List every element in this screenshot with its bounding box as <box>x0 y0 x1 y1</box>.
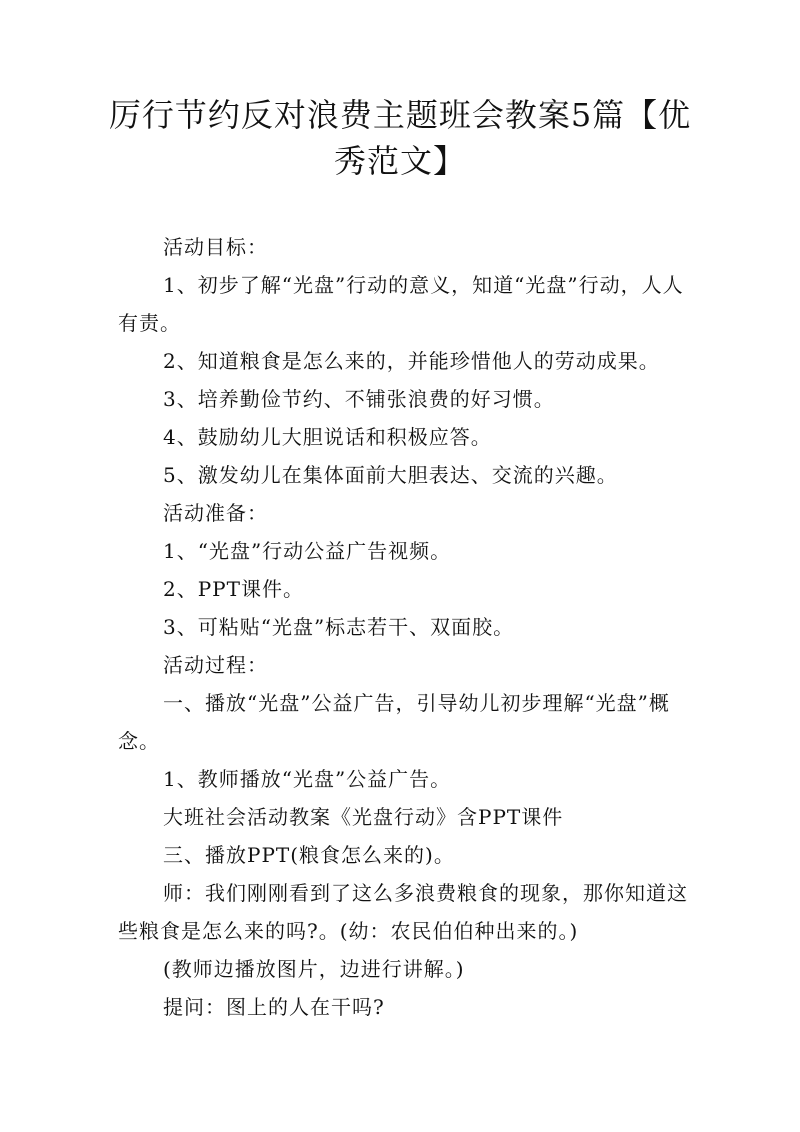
paragraph-preparation-2: 2、PPT课件。 <box>163 577 304 601</box>
paragraph-preparation-heading: 活动准备： <box>163 501 268 525</box>
paragraph-process-step-1: 一、播放“光盘”公益广告，引导幼儿初步理解“光盘”概念。 <box>118 691 670 753</box>
paragraph-question: 提问：图上的人在干吗? <box>163 995 385 1019</box>
paragraph-objective-5: 5、激发幼儿在集体面前大胆表达、交流的兴趣。 <box>163 463 618 487</box>
paragraph-objective-2: 2、知道粮食是怎么来的，并能珍惜他人的劳动成果。 <box>163 349 660 373</box>
paragraph-reference-note: 大班社会活动教案《光盘行动》含PPT课件 <box>163 805 564 829</box>
paragraph-preparation-1: 1、“光盘”行动公益广告视频。 <box>163 539 452 563</box>
paragraph-teacher-action: (教师边播放图片，边进行讲解。) <box>163 957 465 981</box>
paragraph-objectives-heading: 活动目标： <box>163 235 268 259</box>
paragraph-objective-1: 1、初步了解“光盘”行动的意义，知道“光盘”行动，人人有责。 <box>118 273 684 335</box>
document-body <box>118 228 690 1026</box>
paragraph-process-step-3: 三、播放PPT(粮食怎么来的)。 <box>163 843 455 867</box>
paragraph-objective-3: 3、培养勤俭节约、不铺张浪费的好习惯。 <box>163 387 555 411</box>
paragraph-preparation-3: 3、可粘贴“光盘”标志若干、双面胶。 <box>163 615 515 639</box>
paragraph-teacher-dialogue: 师：我们刚刚看到了这么多浪费粮食的现象，那你知道这些粮食是怎么来的吗?。(幼：农民伯伯种出来的。) <box>118 881 688 943</box>
paragraph-process-step-1-1: 1、教师播放“光盘”公益广告。 <box>163 767 452 791</box>
paragraph-objective-4: 4、鼓励幼儿大胆说话和积极应答。 <box>163 425 492 449</box>
document-title: 厉行节约反对浪费主题班会教案5篇【优秀范文】 <box>108 96 692 180</box>
paragraph-process-heading: 活动过程： <box>163 653 268 677</box>
